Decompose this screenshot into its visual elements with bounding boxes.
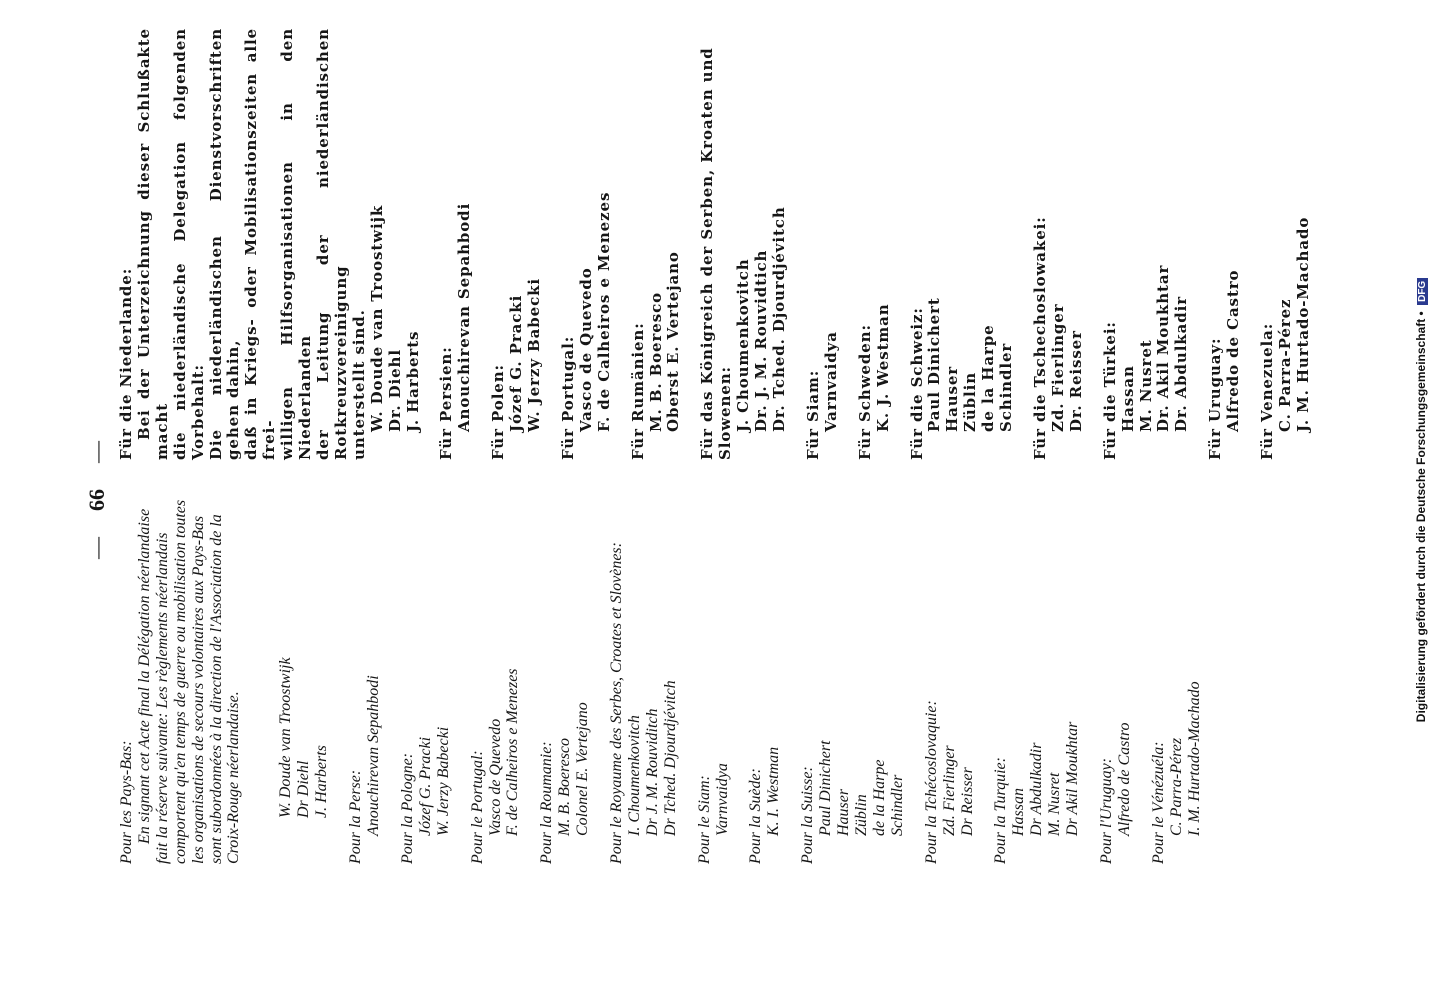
signatory-block-polen bbox=[490, 28, 544, 460]
reservation-line: Die niederländischen Dienstvorschriften gehen dahin, bbox=[206, 28, 243, 460]
signatory-name: Paul Dinichert bbox=[817, 740, 835, 836]
signatory-name: C. Parra-Pérez bbox=[1275, 298, 1294, 432]
signatory-name: Züblin bbox=[853, 794, 870, 836]
signatory-block-portugal bbox=[469, 432, 523, 864]
country-heading: Pour le Portugal: bbox=[468, 750, 486, 864]
header-dash-left: — bbox=[84, 537, 109, 559]
signatory-block-suisse bbox=[799, 432, 906, 864]
country-heading: Pour la Turquie: bbox=[992, 757, 1010, 864]
signatory-name: Hauser bbox=[835, 788, 853, 836]
signatory-names-pays-bas bbox=[277, 432, 331, 864]
signatory-name: Paul Dinichert bbox=[925, 297, 944, 432]
page-number: 66 bbox=[84, 489, 109, 511]
signatory-block-rumaenien bbox=[630, 28, 684, 460]
header-dash-right: — bbox=[84, 441, 109, 463]
reservation-line: der Leitung der niederländischen Rotkreuzvereinigung bbox=[313, 28, 350, 460]
country-heading: Für die Niederlande: bbox=[117, 267, 135, 460]
signatory-block-schweiz bbox=[909, 28, 1016, 460]
signatory-name: de la Harpe bbox=[979, 324, 998, 432]
signatory-block-schweden bbox=[857, 28, 893, 460]
reservation-line: unterstellt sind. bbox=[349, 309, 368, 460]
reservation-paragraph bbox=[136, 28, 369, 460]
country-heading: Für Venezuela: bbox=[1258, 322, 1277, 460]
signatory-name: I. M. Hurtado-Machado bbox=[1185, 681, 1203, 836]
signatory-name: Dr. J. M. Rouvidtich bbox=[752, 249, 771, 432]
signatory-name: F. de Calheiros e Menezes bbox=[594, 191, 613, 432]
country-heading: Pour la Tchécoslovaquie: bbox=[922, 700, 940, 864]
country-heading: Pour le Vénézuéla: bbox=[1149, 741, 1167, 864]
signatory-name: M. B. Boeresco bbox=[646, 291, 665, 432]
signatory-name: Dr Reisser bbox=[958, 767, 976, 836]
signatory-block-pologne bbox=[399, 432, 453, 864]
digitization-credit bbox=[1414, 0, 1428, 1000]
signatory-name: Hassan bbox=[1010, 787, 1028, 836]
signatory-block-venezuela bbox=[1150, 432, 1204, 864]
signatory-name: Alfredo de Castro bbox=[1224, 269, 1243, 432]
signatory-name: Zd. Fierlinger bbox=[940, 745, 958, 836]
signatory-name: W. Doude van Troostwijk bbox=[277, 657, 295, 818]
country-heading: Für Rumänien: bbox=[628, 322, 647, 460]
signatory-name: Züblin bbox=[961, 371, 980, 432]
signatory-block-siam-de bbox=[805, 28, 841, 460]
signatory-block-tschechoslowakei bbox=[1032, 28, 1086, 460]
signatory-name: I. Choumenkovitch bbox=[625, 715, 643, 836]
signatory-name: W. Jerzy Babecki bbox=[434, 726, 452, 836]
reservation-line: Bei der Unterzeichnung dieser Schlußakte macht bbox=[134, 28, 171, 460]
signatory-name: J. M. Hurtado-Machado bbox=[1293, 216, 1312, 432]
signatory-name: Vasco de Quevedo bbox=[576, 267, 595, 432]
country-heading: Pour le Siam: bbox=[695, 775, 713, 864]
reservation-line: comportent qu'en temps de guerre ou mobilisation toutes bbox=[171, 499, 189, 864]
signatory-name: J. Harberts bbox=[403, 330, 422, 432]
signatory-name: Varnvaidya bbox=[713, 763, 731, 836]
signatory-block-perse bbox=[347, 432, 383, 864]
country-heading: Für Portugal: bbox=[558, 335, 577, 460]
signatory-name: Colonel E. Vertejano bbox=[574, 702, 592, 836]
country-heading: Für die Türkei: bbox=[1100, 321, 1119, 460]
signatory-block-venezuela-de bbox=[1259, 28, 1313, 460]
signatory-name: Dr J. M. Rouviditch bbox=[643, 708, 661, 836]
reservation-line: sont subordonnées à la direction de l'Association de la bbox=[207, 514, 225, 864]
signatory-block-yougoslavie bbox=[608, 432, 680, 864]
credit-text: Digitalisierung gefördert durch die Deutsche Forschungsgemeinschaft bbox=[1414, 318, 1428, 723]
signatory-name: K. J. Westman bbox=[873, 303, 892, 432]
german-column bbox=[118, 28, 1329, 460]
signatory-name: Dr Akil Moukhtar bbox=[1064, 721, 1082, 836]
signatory-block-siam bbox=[696, 432, 732, 864]
signatory-name: Dr. Diehl bbox=[385, 349, 404, 432]
signatory-name: Varnvaidya bbox=[821, 331, 840, 432]
signatory-block-uruguay-de bbox=[1207, 28, 1243, 460]
dfg-logo-badge: DFG bbox=[1417, 278, 1428, 305]
country-heading: Für die Tschechoslowakei: bbox=[1030, 216, 1049, 460]
signatory-name: Dr. Akil Moukhtar bbox=[1154, 264, 1173, 432]
signatory-block-turquie bbox=[992, 432, 1082, 864]
signatory-name: C. Parra-Pérez bbox=[1167, 737, 1185, 836]
country-heading: Für das Königreich der Serben, Kroaten und Slowenen: bbox=[698, 47, 735, 460]
signatory-name: Schindler bbox=[888, 774, 906, 836]
country-heading: Für Schweden: bbox=[855, 324, 874, 460]
signatory-block-tuerkei bbox=[1102, 28, 1192, 460]
signatory-name: W. Doude van Troostwijk bbox=[367, 204, 386, 432]
signatory-name: K. I. Westman bbox=[765, 746, 783, 836]
country-heading: Pour la Perse: bbox=[347, 769, 365, 864]
signatory-block-suede bbox=[747, 432, 783, 864]
country-heading: Für Polen: bbox=[489, 364, 508, 460]
signatory-name: Alfredo de Castro bbox=[1115, 722, 1133, 836]
signatory-name: M. Nusret bbox=[1046, 772, 1064, 836]
country-heading: Für Persien: bbox=[437, 346, 456, 460]
signatory-name: W. Jerzy Babecki bbox=[525, 277, 544, 432]
signatory-block-persien bbox=[438, 28, 474, 460]
signatory-name: Dr. Abdulkadir bbox=[1172, 296, 1191, 432]
signatory-block-pays-bas bbox=[118, 432, 243, 864]
signatory-block-koenigreich bbox=[699, 28, 789, 460]
signatory-name: Hassan bbox=[1118, 365, 1137, 432]
signatory-block-niederlande bbox=[118, 28, 422, 460]
signatory-name: Anouchirevan Sepahbodi bbox=[364, 675, 382, 836]
signatory-name: Oberst E. Vertejano bbox=[664, 251, 683, 432]
country-heading: Pour la Roumanie: bbox=[538, 741, 556, 864]
signatory-name: F. de Calheiros e Menezes bbox=[504, 668, 522, 836]
reservation-line: En signant cet Acte final la Délégation néerlandaise bbox=[135, 508, 153, 844]
signatory-name: Schindler bbox=[997, 342, 1016, 432]
signatory-block-roumanie bbox=[538, 432, 592, 864]
reservation-paragraph bbox=[136, 432, 243, 864]
country-heading: Pour la Suède: bbox=[747, 768, 765, 864]
country-heading: Pour les Pays-Bas: bbox=[118, 740, 135, 864]
signatory-name: Anouchirevan Sepahbodi bbox=[455, 202, 474, 432]
signatory-name: de la Harpe bbox=[870, 759, 888, 836]
reservation-line: fait la réserve suivante: Les règlements néerlandais bbox=[153, 532, 171, 864]
signatory-name: J. Harberts bbox=[313, 745, 331, 818]
reservation-line: willigen Hilfsorganisationen in den Niederlanden bbox=[278, 28, 315, 460]
signatory-name: Dr Diehl bbox=[295, 760, 313, 818]
signatory-name: Zd. Fierlinger bbox=[1048, 303, 1067, 432]
signatory-name: Hauser bbox=[943, 365, 962, 432]
reservation-line: Croix-Rouge néerlandaise. bbox=[225, 691, 243, 864]
country-heading: Pour le Royaume des Serbes, Croates et Slovènes: bbox=[608, 542, 626, 864]
signatory-name: M. B. Boeresco bbox=[556, 737, 574, 836]
country-heading: Pour la Pologne: bbox=[398, 752, 416, 864]
reservation-line: les organisations de secours volontaires aux Pays-Bas bbox=[189, 515, 207, 864]
signatory-name: Józef G. Pracki bbox=[507, 294, 526, 432]
signatory-name: Dr. Tched. Djourdjévitch bbox=[770, 206, 788, 432]
signatory-block-uruguay bbox=[1098, 432, 1134, 864]
country-heading: Für Uruguay: bbox=[1206, 337, 1225, 460]
reservation-line: daß in Kriegs- oder Mobilisationszeiten alle frei- bbox=[242, 28, 279, 460]
signatory-name: Dr Abdulkadir bbox=[1028, 742, 1046, 836]
signatory-name: J. Choumenkovitch bbox=[734, 258, 753, 432]
credit-separator: • bbox=[1414, 311, 1428, 316]
signatory-name: Vasco de Quevedo bbox=[486, 718, 504, 836]
page-header bbox=[84, 0, 110, 1000]
country-heading: Pour l'Uruguay: bbox=[1097, 757, 1115, 864]
reservation-line: die niederländische Delegation folgenden Vorbehalt: bbox=[170, 28, 207, 460]
country-heading: Pour la Suisse: bbox=[799, 766, 817, 864]
signatory-block-portugal-de bbox=[560, 28, 614, 460]
country-heading: Für Siam: bbox=[803, 369, 822, 460]
signatory-name: M. Nusret bbox=[1136, 339, 1155, 432]
signatory-block-tchecoslovaquie bbox=[923, 432, 977, 864]
signatory-name: Dr. Reisser bbox=[1066, 330, 1085, 432]
signatory-name: Józef G. Pracki bbox=[416, 736, 434, 836]
country-heading: Für die Schweiz: bbox=[907, 307, 926, 460]
signatory-name: Dr Tched. Djourdjévitch bbox=[661, 680, 679, 836]
french-column bbox=[118, 432, 1220, 864]
